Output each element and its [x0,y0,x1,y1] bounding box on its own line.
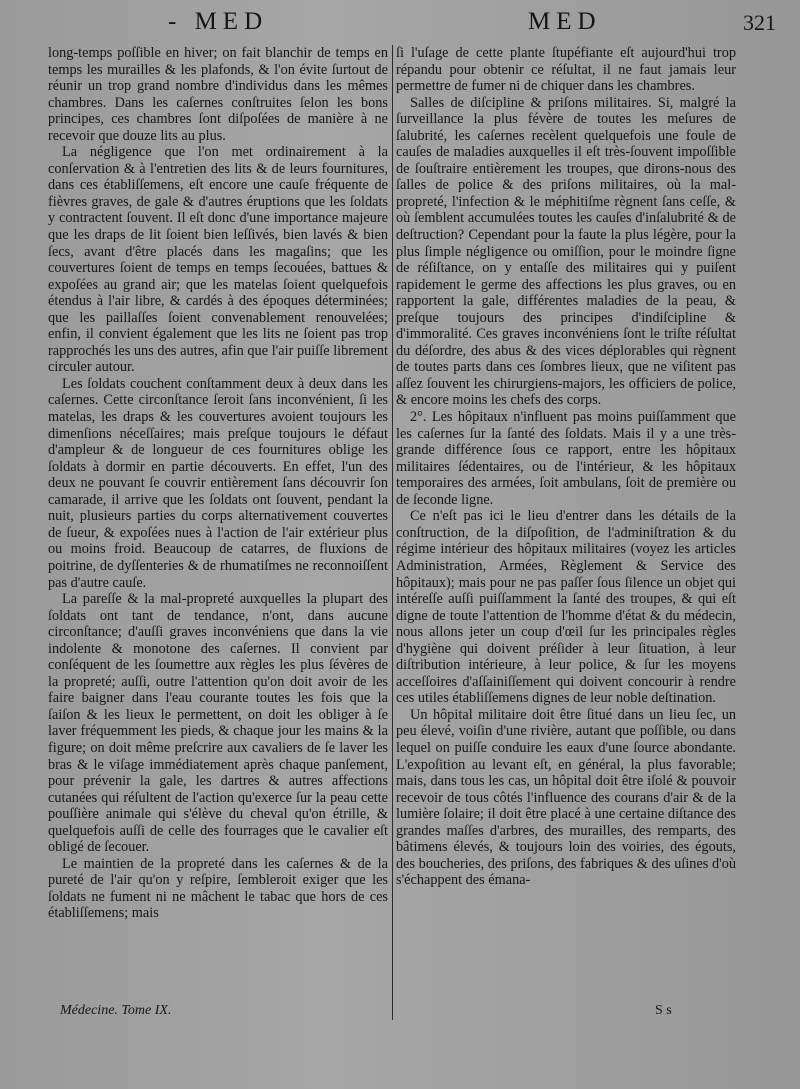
paragraph: La négligence que l'on met ordinairement à la conſervation & à l'entretien des lits & de leurs fournitures, dans ces établiſſemens, eſt encore une cauſe fréquente de fièvres graves, de gale & d'autres éruptions que les ſoldats y contractent ſouvent. Il eſt donc d'une importance majeure que les draps de lit ſoient bien leſſivés, bien lavés & bien ſecs, avant d'être placés dans les magaſins; que les couvertures ſoient de temps en temps ſecouées, battues & expoſées au grand air; que les matelas ſoient quelquefois étendus à l'air libre, & cardés à des époques déterminées; que les paillaſſes ſoient convenablement renouvelées; enfin, il convient également que les lits ne ſoient pas trop rapprochés les uns des autres, afin que l'air puiſſe librement circuler autour. [48,144,388,376]
paragraph: Un hôpital militaire doit être ſitué dans un lieu ſec, un peu élevé, voiſin d'une rivière, autant que poſſible, ou dans lequel on puiſſe conduire les eaux d'une ſource abondante. L'expoſition au levant eſt, en général, la plus favorable; mais, dans tous les cas, un hôpital doit être iſolé & pouvoir recevoir de tous côtés l'influence des courans d'air & de la lumière ſolaire; il doit être placé à une certaine diſtance des grandes maſſes d'arbres, des murailles, des remparts, des bâtimens élevés, & toujours loin des voiries, des égouts, des boucheries, des priſons, des fabriques & des uſines d'où s'échappent des émana- [396,706,736,889]
paragraph: Les ſoldats couchent conſtamment deux à deux dans les caſernes. Cette circonſtance ſeroit ſans inconvénient, ſi les matelas, les draps & les couvertures avoient toujours les dimenſions néceſſaires; mais preſque toujours le défaut d'ampleur & de longueur de ces fournitures oblige les ſoldats à dormir en partie découverts. En effet, l'un des deux ne pouvant ſe couvrir entièrement ſans découvrir ſon camarade, il arrive que les ſoldats ont ſouvent, pendant la nuit, plusieurs parties du corps alternativement couvertes de ſueur, & expoſées nues à l'action de l'air extérieur plus ou moins froid. Beaucoup de catarres, de fluxions de poitrine, de dyſſenteries & de rhumatiſmes ne reconnoiſſent pas d'autre cauſe. [48,375,388,591]
footer-volume: Médecine. Tome IX. [60,1003,172,1018]
running-header [0,8,800,44]
right-column [396,45,736,889]
left-column [48,45,388,922]
paragraph: long-temps poſſible en hiver; on fait blanchir de temps en temps les murailles & les plafonds, & l'on évite ſurtout de réunir un trop grand nombre d'individus dans les mêmes chambres. Dans les caſernes conſtruites ſelon les bons principes, ces chambres ſont diſpoſées de manière à ne recevoir que douze lits au plus. [48,45,388,144]
column-divider [392,45,393,1020]
paragraph: Salles de diſcipline & priſons militaires. Si, malgré la ſurveillance la plus févère de toutes les meſures de ſalubrité, les caſernes recèlent quelquefois une foule de cauſes de maladies auxquelles il eſt très-ſouvent impoſſible de ſouſtraire entièrement les troupes, que dirons-nous des ſalles de police & des priſons militaires, où la mal-propreté, l'infection & le méphitiſme règnent ſans ceſſe, & où ſemblent accumulées toutes les cauſes d'inſalubrité & de deſtruction? Cependant pour la faute la plus légère, pour la plus ſimple négligence ou omiſſion, pour le moindre ſigne de réſiſtance, on y entaſſe des militaires qui y puiſent rapidement le germe des affections les plus graves, ou en rapportent la gale, différentes maladies de la peau, & preſque toujours des principes d'indiſcipline & d'immoralité. Ces graves inconvéniens ſont le triſte réſultat du déſordre, des abus & des vices déplorables qui règnent de toutes parts dans ces ſombres lieux, que ne viſitent pas aſſez ſouvent les chirurgiens-majors, les officiers de police, & encore moins les chefs des corps. [396,94,736,409]
header-left-title: - MED [168,8,269,35]
page-number: 321 [743,10,776,35]
paragraph: ſi l'uſage de cette plante ſtupéfiante eſt aujourd'hui trop répandu pour obtenir ce réſultat, il ne faut jamais leur permettre de fumer ni de chiquer dans les chambres. [396,45,736,95]
page-footer [0,1003,800,1027]
paragraph: Ce n'eſt pas ici le lieu d'entrer dans les détails de la conſtruction, de la diſpoſition, de l'adminiſtration & du régime intérieur des hôpitaux militaires (voyez les articles Administration, Armées, Règlement & Service des hôpitaux); mais pour ne pas paſſer ſous ſilence un objet qui intéreſſe auſſi puiſſamment la ſanté des troupes, & qui eſt digne de toute l'attention de l'homme d'état & du médecin, nous allons jeter un coup d'œil ſur les principales règles d'hygiène qui doivent préſider à leur ſituation, à leur diſtribution intérieure, à leur police, & ſur les moyens acceſſoires d'aſſainiſſement qui doivent concourir à rendre ces utiles établiſſemens dignes de leur noble deſtination. [396,508,736,707]
paragraph: 2°. Les hôpitaux n'influent pas moins puiſſamment que les caſernes ſur la ſanté des ſoldats. Mais il y a une très-grande différence ſous ce rapport, entre les hôpitaux militaires ſédentaires, ou de l'intérieur, & les hôpitaux temporaires des armées, ſoit ambulans, ſoit de première ou de ſeconde ligne. [396,409,736,508]
paragraph: Le maintien de la propreté dans les caſernes & de la pureté de l'air qu'on y reſpire, ſembleroit exiger que les ſoldats ne fument ni ne mâchent le tabac que hors de ces établiſſemens; mais [48,855,388,922]
header-right-title: MED [528,8,602,35]
footer-signature: S s [655,1003,672,1018]
paragraph: La pareſſe & la mal-propreté auxquelles la plupart des ſoldats ont tant de tendance, n'ont, dans aucune circonſtance; d'auſſi graves inconvéniens que dans la vie indolente & monotone des caſernes. Il convient par conſéquent de les ſoumettre aux règles les plus ſévères de la propreté; auſſi, outre l'attention qu'on doit avoir de les faire baigner dans l'eau courante toutes les fois que la ſaiſon & les lieux le permettent, on doit les obliger à ſe laver fréquemment les pieds, & chaque jour les mains & la figure; on doit même preſcrire aux cavaliers de ſe laver les bras & le viſage immédiatement après chaque panſement, pour prévenir la gale, les dartres & autres affections cutanées qui réſultent de l'action qu'exerce ſur la peau cette pouſſière animale qui s'élève du cheval qu'on étrille, & quelquefois auſſi de celle des fourrages que le cavalier eſt obligé de ſecouer. [48,591,388,856]
